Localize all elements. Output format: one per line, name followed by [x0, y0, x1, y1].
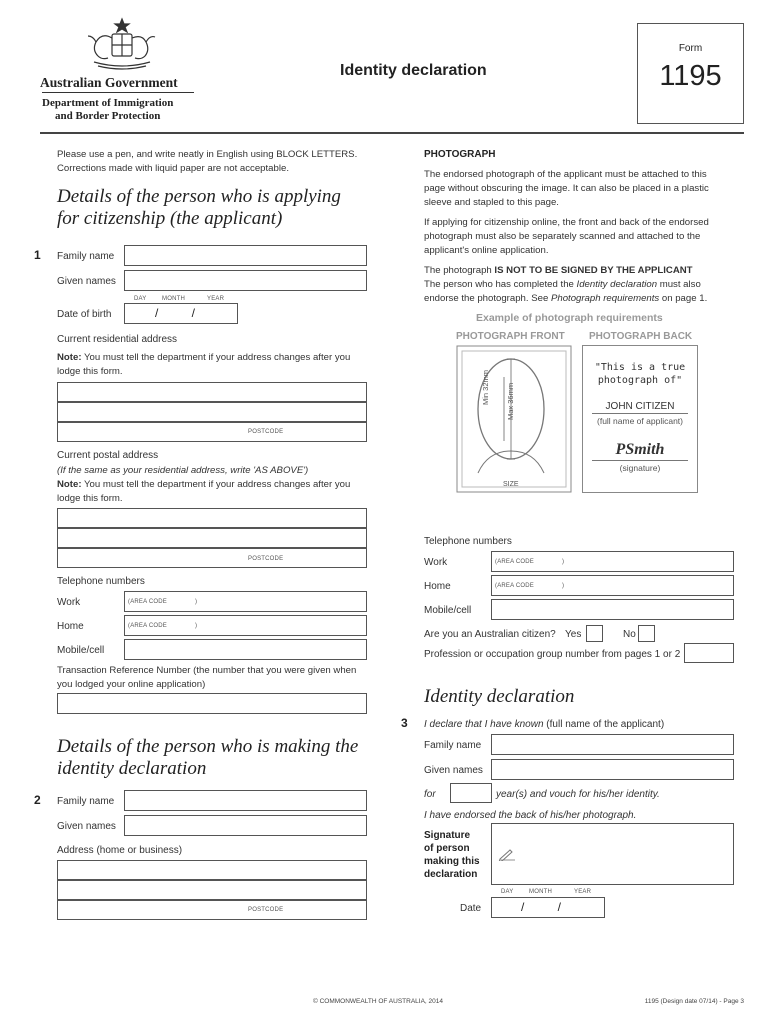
- applicant-given-names-label-s3: Given names: [424, 765, 483, 776]
- residential-address-label: Current residential address: [57, 334, 178, 345]
- postal-note-line1: Note: You must tell the department if your address changes after you: [57, 479, 351, 490]
- section2-number: 2: [34, 793, 41, 807]
- dob-month-caption: MONTH: [162, 296, 185, 302]
- residential-note-line1: Note: You must tell the department if your address changes after you: [57, 352, 351, 363]
- postal-address-line1-field[interactable]: [57, 508, 367, 528]
- photo-back-quote-line2: photograph of": [597, 375, 683, 386]
- signature-label-line4: declaration: [424, 869, 478, 880]
- signature-label-line3: making this: [424, 856, 480, 867]
- dob-year-caption: YEAR: [207, 296, 225, 302]
- coat-of-arms-logo: [82, 16, 162, 74]
- declarant-mobile-label: Mobile/cell: [424, 605, 472, 616]
- date-day-caption: DAY: [501, 889, 514, 895]
- applicant-given-names-field[interactable]: [124, 270, 367, 291]
- postal-address-postcode-field[interactable]: [57, 548, 367, 568]
- intro-line2: Corrections made with liquid paper are not acceptable.: [57, 163, 289, 174]
- applicant-family-name-field[interactable]: [124, 245, 367, 266]
- postal-address-hint: (If the same as your residential address, write 'AS ABOVE'): [57, 465, 309, 476]
- form-title: Identity declaration: [340, 62, 487, 79]
- photo-para1-line2: page without obscuring the image. It can also be placed in a plastic: [424, 183, 709, 194]
- photo-para4-line1: The person who has completed the Identity declaration must also: [424, 279, 701, 290]
- department-line2: and Border Protection: [55, 110, 161, 122]
- department-line1: Department of Immigration: [42, 97, 174, 109]
- applicant-given-names-label: Given names: [57, 276, 116, 287]
- declarant-work-phone-label: Work: [424, 557, 448, 568]
- section1-number: 1: [34, 248, 41, 262]
- form-number: 1195: [659, 60, 722, 92]
- dob-label: Date of birth: [57, 309, 112, 320]
- photo-para4-line2: endorse the photograph. See Photograph requirements on page 1.: [424, 293, 708, 304]
- dob-day-caption: DAY: [134, 296, 147, 302]
- signature-label-line1: Signature: [424, 830, 471, 841]
- applicant-home-area-code: (AREA CODE ): [128, 623, 198, 629]
- dob-separators: / /: [155, 306, 196, 320]
- photo-back-name-caption: (full name of applicant): [597, 416, 683, 426]
- declarant-phone-heading: Telephone numbers: [424, 536, 512, 547]
- declarant-given-names-field[interactable]: [124, 815, 367, 836]
- photo-back-label: PHOTOGRAPH BACK: [589, 331, 693, 342]
- photo-not-signed-warning: The photograph IS NOT TO BE SIGNED BY THE APPLICANT: [424, 265, 693, 276]
- applicant-work-area-code: (AREA CODE ): [128, 599, 198, 605]
- declarant-address-line1-field[interactable]: [57, 860, 367, 880]
- applicant-family-name-label: Family name: [57, 251, 115, 262]
- citizen-question: Are you an Australian citizen?: [424, 629, 556, 640]
- residential-address-postcode-field[interactable]: [57, 422, 367, 442]
- residential-postcode-caption: POSTCODE: [248, 429, 284, 435]
- declarant-family-name-field[interactable]: [124, 790, 367, 811]
- declarant-address-label: Address (home or business): [57, 845, 183, 856]
- section2-title-line1: Details of the person who is making the: [57, 736, 359, 757]
- known-applicant-given-names-field[interactable]: [491, 759, 734, 780]
- photo-back-sig-line: [592, 460, 688, 461]
- declaration-date-separators: / /: [521, 900, 562, 914]
- photo-back-sig-caption: (signature): [619, 463, 661, 473]
- date-month-caption: MONTH: [529, 889, 552, 895]
- trn-label-line1: Transaction Reference Number (the number that you were given when: [57, 665, 357, 676]
- footer-page-info: 1195 (Design date 07/14) - Page 3: [644, 998, 744, 1005]
- applicant-mobile-label: Mobile/cell: [57, 645, 105, 656]
- trn-label-line2: you lodged your online application): [57, 679, 206, 690]
- declarant-signature-field[interactable]: [491, 823, 734, 885]
- photo-back-name: JOHN CITIZEN: [605, 401, 675, 412]
- applicant-work-phone-label: Work: [57, 597, 81, 608]
- header-rule: [40, 132, 744, 134]
- declarant-home-phone-label: Home: [424, 581, 451, 592]
- declarant-work-area-code: (AREA CODE ): [495, 559, 565, 565]
- known-years-statement: year(s) and vouch for his/her identity.: [496, 789, 660, 800]
- declarant-postcode-caption: POSTCODE: [248, 907, 284, 913]
- known-applicant-family-name-field[interactable]: [491, 734, 734, 755]
- photo-para1-line1: The endorsed photograph of the applicant must be attached to this: [424, 169, 707, 180]
- known-for-label: for: [424, 789, 436, 800]
- photo-back-quote-line1: "This is a true: [594, 362, 686, 373]
- postal-postcode-caption: POSTCODE: [248, 556, 284, 562]
- date-label: Date: [460, 903, 482, 914]
- photo-para2-line2: photograph must also be separately scanned and attached to the: [424, 231, 701, 242]
- endorsed-statement: I have endorsed the back of his/her photograph.: [424, 810, 637, 821]
- photo-back-name-line: [592, 413, 688, 414]
- citizen-yes-label: Yes: [565, 629, 582, 640]
- declare-known-statement: I declare that I have known (full name of the applicant): [424, 719, 665, 730]
- citizen-no-checkbox[interactable]: [638, 625, 655, 642]
- footer-copyright: © COMMONWEALTH OF AUSTRALIA, 2014: [313, 998, 443, 1005]
- declarant-family-name-label: Family name: [57, 796, 115, 807]
- applicant-mobile-field[interactable]: [124, 639, 367, 660]
- section1-title-line2: for citizenship (the applicant): [57, 208, 283, 229]
- government-title: Australian Government: [40, 75, 178, 90]
- section2-title-line2: identity declaration: [57, 758, 207, 779]
- photo-max-size-label: Max 36mm: [506, 382, 515, 420]
- postal-address-label: Current postal address: [57, 450, 159, 461]
- signature-label: [424, 829, 480, 881]
- citizen-yes-checkbox[interactable]: [586, 625, 603, 642]
- declarant-address-line2-field[interactable]: [57, 880, 367, 900]
- photo-para2-line3: applicant's online application.: [424, 245, 549, 256]
- section3-title: Identity declaration: [424, 686, 575, 707]
- postal-note-line2: lodge this form.: [57, 493, 123, 504]
- signature-label-line2: of person: [424, 843, 470, 854]
- pen-icon: [498, 847, 516, 861]
- citizen-no-label: No: [623, 629, 636, 640]
- photo-back-signature: PSmith: [615, 441, 665, 458]
- residential-address-line1-field[interactable]: [57, 382, 367, 402]
- applicant-phone-heading: Telephone numbers: [57, 576, 145, 587]
- photo-size-caption: SIZE: [503, 481, 519, 488]
- photograph-heading: PHOTOGRAPH: [424, 149, 496, 160]
- date-year-caption: YEAR: [574, 889, 592, 895]
- photo-para2-line1: If applying for citizenship online, the front and back of the endorsed: [424, 217, 709, 228]
- section1-title-line1: Details of the person who is applying: [57, 186, 341, 207]
- known-years-field[interactable]: [450, 783, 492, 803]
- postal-address-line2-field[interactable]: [57, 528, 367, 548]
- residential-address-line2-field[interactable]: [57, 402, 367, 422]
- profession-label: Profession or occupation group number from pages 1 or 2: [424, 649, 681, 660]
- photo-front-label: PHOTOGRAPH FRONT: [456, 331, 565, 342]
- photo-para1-line3: sleeve and stapled to this page.: [424, 197, 559, 208]
- residential-note-line2: lodge this form.: [57, 366, 123, 377]
- declarant-given-names-label: Given names: [57, 821, 116, 832]
- profession-field[interactable]: [684, 643, 734, 663]
- header-logo-divider: [42, 92, 194, 93]
- declarant-address-postcode-field[interactable]: [57, 900, 367, 920]
- declarant-mobile-field[interactable]: [491, 599, 734, 620]
- intro-line1: Please use a pen, and write neatly in English using BLOCK LETTERS.: [57, 149, 358, 160]
- section3-number: 3: [401, 716, 408, 730]
- trn-field[interactable]: [57, 693, 367, 714]
- applicant-home-phone-label: Home: [57, 621, 84, 632]
- declarant-home-area-code: (AREA CODE ): [495, 583, 565, 589]
- photo-min-size-label: Min 32mm: [481, 369, 490, 405]
- applicant-family-name-label-s3: Family name: [424, 740, 482, 751]
- photo-example-heading: Example of photograph requirements: [476, 312, 663, 324]
- form-label: Form: [678, 43, 703, 54]
